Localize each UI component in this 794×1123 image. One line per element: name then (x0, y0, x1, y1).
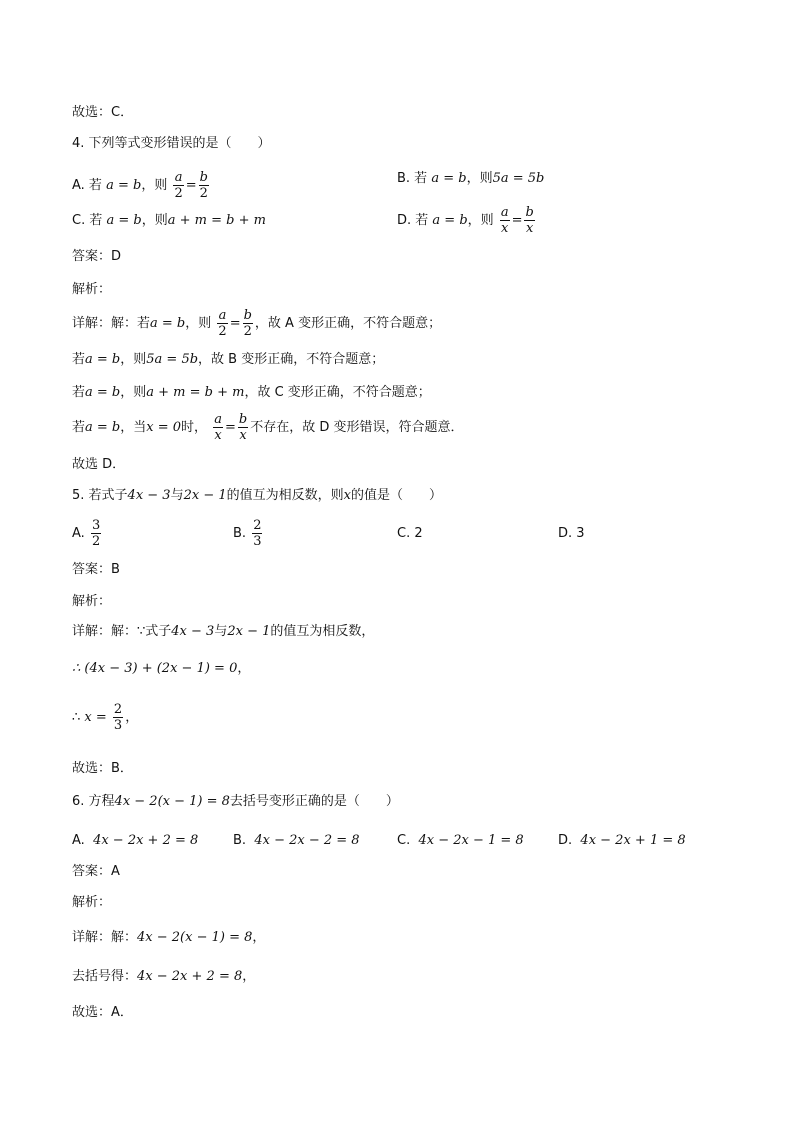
fraction: $\frac{a}{2}$ (174, 170, 183, 201)
q5-option-a: A. $\frac{3}{2}$ (72, 518, 101, 549)
q5-detail-2: ∴ (4x − 3) + (2x − 1) = 0， (72, 661, 251, 676)
q6-answer: 答案：A (72, 864, 120, 879)
q5-answer: 答案：B (72, 562, 120, 577)
q4-option-a: A. 若 a = b，则 $\frac{a}{2}$ = $\frac{b}{2}$ (72, 170, 208, 201)
fraction: $\frac{a}{x}$ (500, 205, 509, 236)
q4-analysis: 解析： (72, 282, 112, 297)
q4-detail-1: 详解：解：若a = b，则 $\frac{a}{2}$ = $\frac{b}{2}$ ，故 A 变形正确，不符合题意； (72, 308, 442, 339)
fraction: $\frac{b}{2}$ (199, 170, 208, 201)
q6-option-b: B. 4x − 2x − 2 = 8 (233, 833, 360, 848)
fraction: $\frac{b}{x}$ (238, 412, 248, 443)
q5-detail-1: 详解：解：∵式子4x − 3与2x − 1的值互为相反数， (72, 624, 375, 639)
q4-detail-2: 若a = b，则5a = 5b，故 B 变形正确，不符合题意； (72, 352, 385, 367)
q4-conclusion: 故选 D． (72, 457, 126, 472)
fraction: $\frac{a}{x}$ (214, 412, 222, 443)
q5-stem: 5. 若式子4x − 3与2x − 1的值互为相反数，则x的值是（ ） (72, 488, 442, 503)
fraction: $\frac{2}{3}$ (253, 518, 262, 549)
q6-detail-1: 详解：解：4x − 2(x − 1) = 8， (72, 930, 266, 945)
q5-detail-3: ∴ x = $\frac{2}{3}$ ， (72, 702, 139, 733)
q5-option-c: C. 2 (397, 526, 423, 541)
fraction: $\frac{b}{2}$ (243, 308, 252, 339)
q6-option-a: A. 4x − 2x + 2 = 8 (72, 833, 199, 848)
prev-answer: 故选：C． (72, 105, 134, 120)
q4-answer: 答案：D (72, 249, 122, 264)
q4-detail-3: 若a = b，则a + m = b + m，故 C 变形正确，不符合题意； (72, 385, 431, 400)
fraction: $\frac{a}{2}$ (218, 308, 227, 339)
q5-option-b: B. $\frac{2}{3}$ (233, 518, 262, 549)
q5-option-d: D. 3 (558, 526, 585, 541)
q6-detail-2: 去括号得：4x − 2x + 2 = 8， (72, 969, 256, 984)
q4-stem: 4. 下列等式变形错误的是（ ） (72, 136, 271, 151)
fraction: $\frac{2}{3}$ (113, 702, 123, 733)
q6-analysis: 解析： (72, 895, 112, 910)
q6-option-d: D. 4x − 2x + 1 = 8 (558, 833, 686, 848)
q6-conclusion: 故选：A． (72, 1005, 133, 1020)
q4-option-c: C. 若 a = b，则a + m = b + m (72, 213, 266, 228)
q6-stem: 6. 方程4x − 2(x − 1) = 8去括号变形正确的是（ ） (72, 794, 399, 809)
q6-option-c: C. 4x − 2x − 1 = 8 (397, 833, 524, 848)
q4-option-d: D. 若 a = b，则 $\frac{a}{x}$ = $\frac{b}{x}$ (397, 205, 534, 236)
fraction: $\frac{b}{x}$ (525, 205, 534, 236)
q4-detail-4: 若a = b，当x = 0时， $\frac{a}{x}$ = $\frac{b}{x}$ 不存在，故 D 变形错误，符合题意． (72, 412, 464, 443)
fraction: $\frac{3}{2}$ (91, 518, 101, 549)
q5-conclusion: 故选：B． (72, 761, 133, 776)
q5-analysis: 解析： (72, 594, 112, 609)
q4-option-b: B. 若 a = b，则5a = 5b (397, 171, 545, 186)
